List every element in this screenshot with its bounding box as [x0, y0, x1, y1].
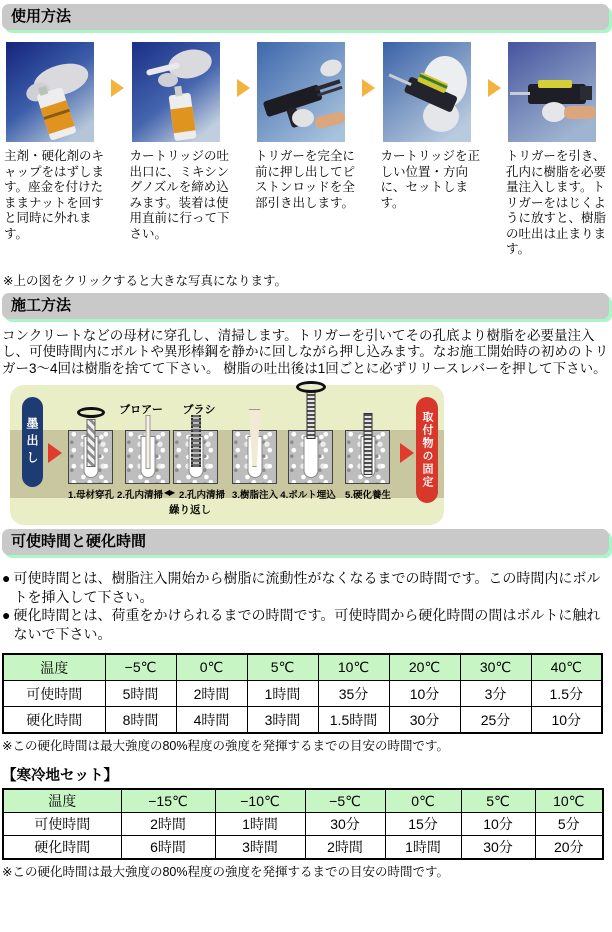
cell: 1時間	[247, 681, 318, 707]
repeat-label: 繰り返し	[169, 504, 211, 516]
cell: 2時間	[121, 813, 215, 836]
bullet-potlife-text: 可使時間とは、樹脂注入開始から樹脂に流動性がなくなるまでの時間です。この時間内にボルトを挿入して下さい。	[13, 570, 601, 605]
diagram-panel-bolt	[288, 430, 333, 484]
diagram-panel-drilling	[68, 430, 113, 484]
row-label: 硬化時間	[3, 836, 121, 860]
cell: 15分	[385, 813, 461, 836]
rotation-arrow-icon	[77, 407, 105, 418]
col-header: 0℃	[385, 789, 461, 813]
col-header: 40℃	[531, 654, 602, 681]
row-label: 硬化時間	[3, 707, 105, 734]
next-step-arrow-icon	[237, 79, 250, 97]
click-photo-note: ※上の図をクリックすると大きな写真になります。	[3, 273, 287, 288]
next-step-arrow-icon	[362, 79, 375, 97]
drilled-hole	[303, 436, 318, 478]
col-header: −5℃	[105, 654, 176, 681]
usage-step-photos	[0, 42, 612, 142]
bullet-potlife	[2, 569, 610, 606]
col-header: 0℃	[176, 654, 247, 681]
col-header: 10℃	[318, 654, 389, 681]
brush-icon	[191, 415, 201, 467]
step-photo-3[interactable]	[257, 42, 345, 142]
step-4	[381, 42, 483, 142]
drill-bit-icon	[86, 419, 95, 467]
cell: 30分	[305, 813, 385, 836]
diagram-step-label-3: 2.孔内清掃	[179, 490, 225, 501]
mixing-nozzle-photo	[132, 42, 220, 142]
marking-pill: 墨出し	[22, 397, 43, 487]
cell: 8時間	[105, 707, 176, 734]
embedded-bolt-icon	[363, 413, 372, 475]
table-header-row	[3, 789, 603, 813]
table-row	[3, 813, 603, 836]
cold-region-title: 【寒冷地セット】	[2, 768, 118, 784]
cell: 5分	[535, 813, 603, 836]
bullet-cure	[2, 606, 610, 643]
col-header: −10℃	[215, 789, 305, 813]
step-caption-4: カートリッジを正しい位置・方向に、セットします。	[380, 149, 481, 210]
cell: 3分	[460, 681, 531, 707]
bolt-icon	[306, 391, 315, 439]
step-caption-1: 主剤・硬化剤のキャップをはずします。座金を付けたままナットを回すと同時に外れます。	[4, 149, 105, 241]
trigger-pull-photo	[508, 42, 596, 142]
row-label: 可使時間	[3, 813, 121, 836]
cell: 1時間	[385, 836, 461, 860]
blower-icon	[145, 415, 150, 469]
table-row	[3, 707, 602, 734]
col-header: −5℃	[305, 789, 385, 813]
cell: 10分	[461, 813, 535, 836]
bullet-icon: ●	[2, 607, 11, 623]
table-header-row	[3, 654, 602, 681]
row-label: 可使時間	[3, 681, 105, 707]
cell: 30分	[461, 836, 535, 860]
step-photo-5[interactable]	[508, 42, 596, 142]
diagram-panel-blower	[125, 430, 170, 484]
diagram-step-label-5: 4.ボルト埋込	[280, 490, 336, 501]
col-header: 5℃	[247, 654, 318, 681]
step-photo-1[interactable]	[6, 42, 94, 142]
rotation-arrow-icon	[296, 381, 326, 393]
next-step-arrow-icon	[488, 79, 501, 97]
usage-step-captions	[0, 149, 612, 258]
table-row	[3, 836, 603, 860]
step-photo-4[interactable]	[383, 42, 471, 142]
construction-diagram	[10, 385, 444, 525]
bullet-cure-text: 硬化時間とは、荷重をかけられるまでの時間です。可使時間から硬化時間の間はボルトに触れないで下さい。	[13, 607, 601, 642]
col-header-temp: 温度	[3, 654, 105, 681]
cell: 10分	[531, 707, 602, 734]
step-5	[506, 42, 608, 142]
cell: 1時間	[215, 813, 305, 836]
cell: 35分	[318, 681, 389, 707]
section-header-construction: 施工方法	[2, 293, 609, 319]
time-definitions	[2, 569, 610, 643]
cartridge-set-photo	[383, 42, 471, 142]
repeat-arrow-icon: ◀▶	[163, 488, 175, 497]
cell: 2時間	[176, 681, 247, 707]
next-step-arrow-icon	[111, 79, 124, 97]
cartridge-cap-photo	[6, 42, 94, 142]
cell: 1.5時間	[318, 707, 389, 734]
construction-paragraph: コンクリートなどの母材に穿孔し、清掃します。トリガーを引いてその孔底より樹脂を必要量注入し、可使時間内にボルトや異形棒鋼を静かに回しながら押し込みます。なお施工開始時の初めのトリガー3～4回は樹脂を捨てて下さい。 樹脂の吐出後は1回ごとに必ずリリースレバーを押して下さい。	[2, 327, 609, 376]
col-header: 5℃	[461, 789, 535, 813]
time-table-standard	[2, 653, 603, 734]
applicator-gun-photo	[257, 42, 345, 142]
cell: 1.5分	[531, 681, 602, 707]
diagram-step-label-2: 2.孔内清掃	[117, 490, 163, 501]
brush-label: ブラシ	[182, 404, 216, 416]
fixing-pill: 取付物の固定	[416, 397, 438, 503]
step-photo-2[interactable]	[132, 42, 220, 142]
col-header: 20℃	[389, 654, 460, 681]
step-3	[255, 42, 357, 142]
step-2	[130, 42, 232, 142]
cell: 5時間	[105, 681, 176, 707]
cell: 2時間	[305, 836, 385, 860]
step-caption-3: トリガーを完全に前に押し出してピストンロッドを全部引き出します。	[255, 149, 356, 210]
diagram-step-label-6: 5.硬化養生	[345, 490, 391, 501]
table1-note: ※この硬化時間は最大強度の80%程度の強度を発揮するまでの目安の時間です。	[2, 739, 449, 753]
cell: 10分	[389, 681, 460, 707]
step-caption-2: カートリッジの吐出口に、ミキシングノズルを締め込みます。装着は使用直前に行って下さい。	[129, 149, 230, 241]
cell: 3時間	[247, 707, 318, 734]
flow-arrow-icon	[400, 443, 414, 463]
table2-note: ※この硬化時間は最大強度の80%程度の強度を発揮するまでの目安の時間です。	[2, 865, 449, 879]
time-table-cold-region	[2, 788, 604, 860]
cell: 6時間	[121, 836, 215, 860]
section-header-times: 可使時間と硬化時間	[2, 529, 609, 555]
col-header-temp: 温度	[3, 789, 121, 813]
flow-arrow-icon	[48, 443, 62, 463]
diagram-panel-resin	[232, 430, 277, 484]
cell: 30分	[389, 707, 460, 734]
diagram-step-label-4: 3.樹脂注入	[232, 490, 278, 501]
section-header-usage: 使用方法	[2, 4, 609, 30]
step-1	[4, 42, 106, 142]
diagram-panel-curing	[345, 430, 390, 484]
cell: 20分	[535, 836, 603, 860]
col-header: −15℃	[121, 789, 215, 813]
cell: 3時間	[215, 836, 305, 860]
diagram-panel-brush	[173, 430, 218, 484]
step-caption-5: トリガーを引き、孔内に樹脂を必要量注入します。トリガーをはじくように放すと、樹脂の吐出は止まります。	[506, 149, 607, 256]
table-row	[3, 681, 602, 707]
col-header: 30℃	[460, 654, 531, 681]
col-header: 10℃	[535, 789, 603, 813]
diagram-step-label-1: 1.母材穿孔	[68, 490, 114, 501]
bullet-icon: ●	[2, 570, 11, 586]
blower-label: ブロアー	[119, 404, 163, 416]
cell: 4時間	[176, 707, 247, 734]
cell: 25分	[460, 707, 531, 734]
